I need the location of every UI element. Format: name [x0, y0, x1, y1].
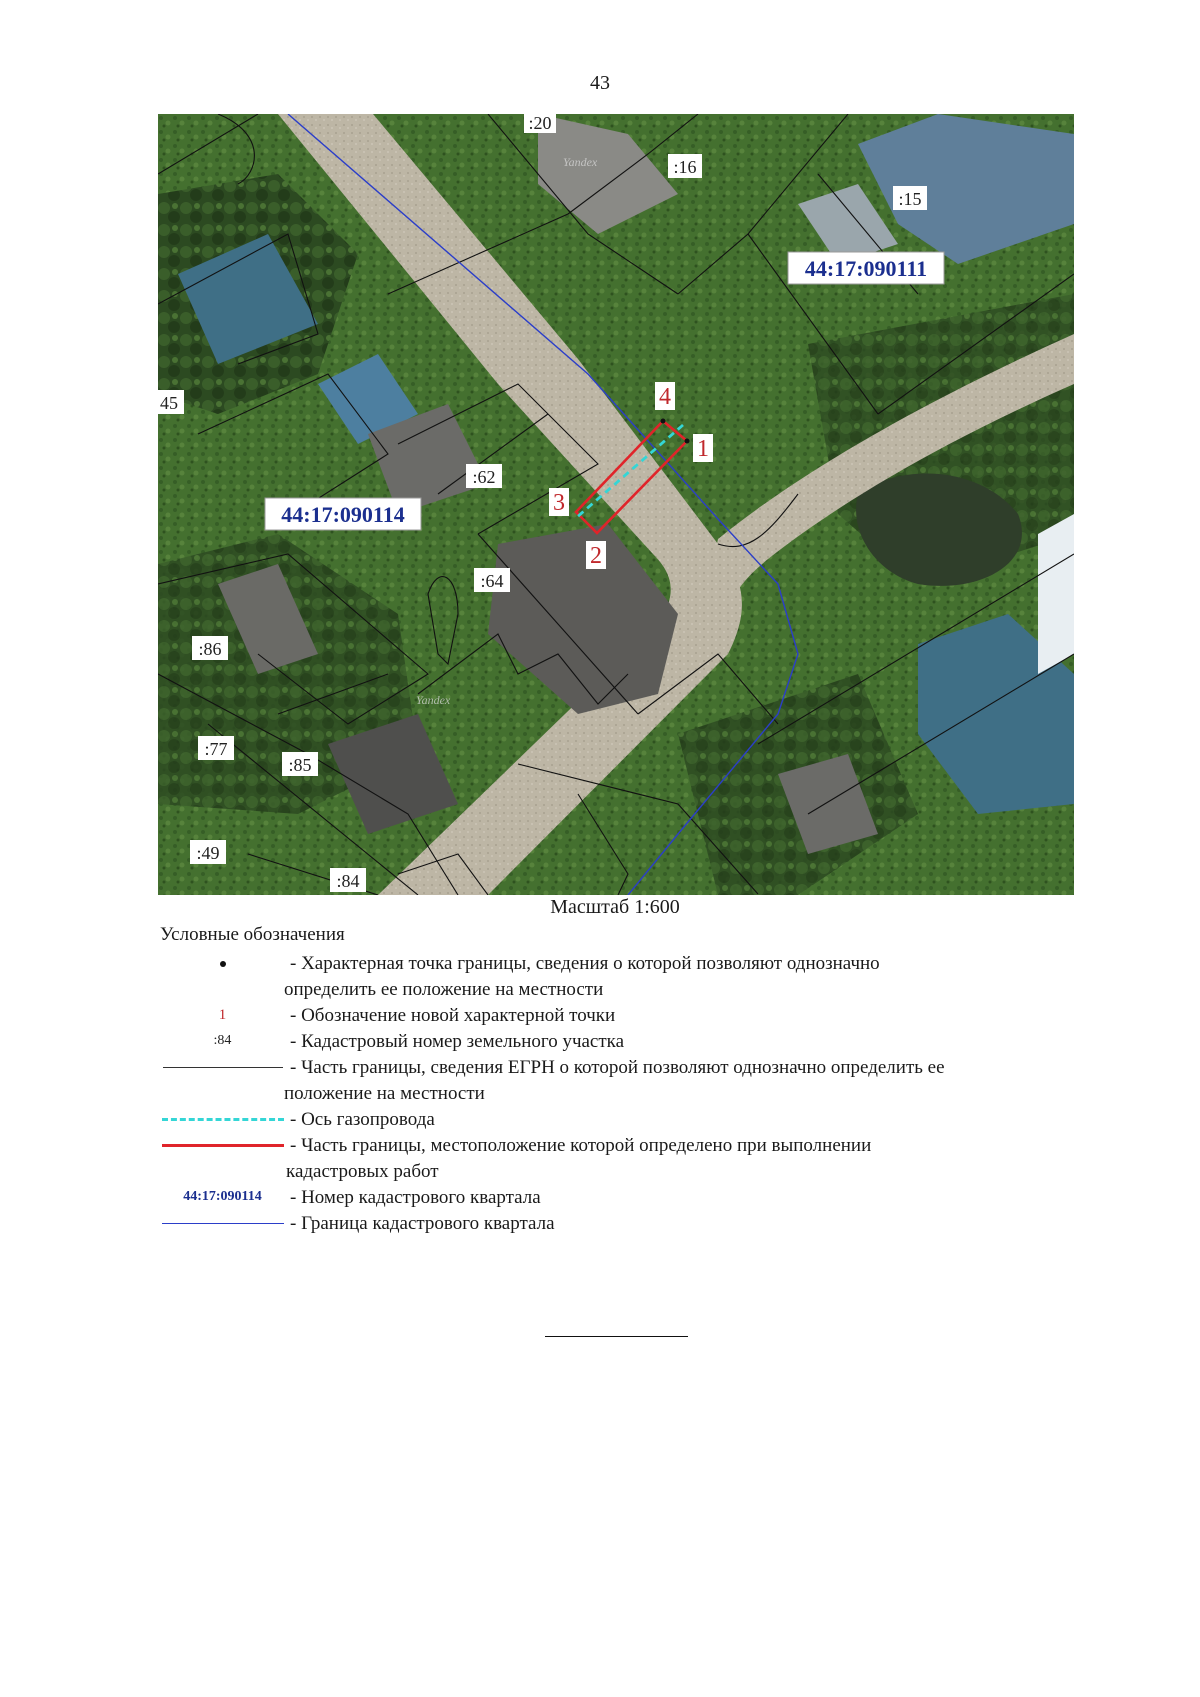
cadastral-map[interactable]: [158, 114, 1074, 895]
parcel-label-text: 45: [160, 393, 178, 413]
parcel-label: [668, 154, 702, 178]
quarter-label-090114: [265, 498, 421, 530]
dashed-line-symbol: [160, 1107, 285, 1131]
parcel-label-text: :84: [336, 871, 360, 891]
parcel-label-text: :86: [198, 639, 222, 659]
legend-text: - Часть границы, местоположение которой определено при выполнении: [290, 1135, 872, 1156]
legend-text: - Кадастровый номер земельного участка: [290, 1031, 625, 1052]
legend-text: - Ось газопровода: [290, 1109, 435, 1130]
point-label-2: [586, 541, 606, 569]
parcel-label: [192, 636, 228, 660]
parcel-number-symbol: :84: [213, 1033, 232, 1048]
parcel-label: [330, 868, 366, 892]
boundary-point-icon: [160, 952, 285, 976]
legend-text-continued: кадастровых работ: [286, 1161, 439, 1182]
legend-text: - Характерная точка границы, сведения о которой позволяют однозначно: [290, 953, 880, 974]
parcel-label: [893, 186, 927, 210]
parcel-label: [282, 752, 318, 776]
parcel-label-text: :20: [528, 114, 552, 133]
legend-text-continued: определить ее положение на местности: [284, 979, 604, 1000]
footer-divider: [545, 1336, 688, 1337]
legend-text: - Обозначение новой характерной точки: [290, 1005, 616, 1026]
page-number: 43: [590, 72, 610, 94]
quarter-label-090114-text: 44:17:090114: [281, 502, 405, 527]
yandex-watermark: Yandex: [563, 155, 598, 169]
red-line-symbol: [160, 1133, 285, 1157]
yandex-watermark: Yandex: [416, 693, 451, 707]
building-roof: [1038, 514, 1074, 674]
parcel-label: [474, 568, 510, 592]
point-label-3: [549, 488, 569, 516]
legend-text: - Номер кадастрового квартала: [290, 1187, 541, 1208]
new-point-symbol: 1: [218, 1006, 227, 1023]
boundary-vertex: [685, 439, 690, 444]
legend-title: Условные обозначения: [160, 924, 345, 945]
parcel-label-text: :15: [898, 189, 922, 209]
quarter-label-090111-text: 44:17:090111: [804, 256, 928, 281]
parcel-label: [190, 840, 226, 864]
map-scale: Масштаб 1:600: [550, 896, 680, 918]
point-label-2-text: 2: [590, 543, 602, 569]
legend-text: - Граница кадастрового квартала: [290, 1213, 555, 1234]
legend-text: - Часть границы, сведения ЕГРН о которой позволяют однозначно определить ее: [290, 1057, 945, 1078]
parcel-label: [158, 390, 184, 414]
parcel-label: [524, 114, 556, 133]
point-label-1-text: 1: [697, 436, 709, 462]
parcel-label-text: :85: [288, 755, 312, 775]
point-label-1: [693, 434, 713, 462]
parcel-label-text: :64: [480, 571, 504, 591]
thin-line-symbol: [160, 1055, 285, 1079]
point-label-4-text: 4: [659, 384, 671, 410]
legend-text-continued: положение на местности: [284, 1083, 485, 1104]
boundary-vertex: [661, 419, 666, 424]
point-label-4: [655, 382, 675, 410]
parcel-label-text: :16: [673, 157, 697, 177]
parcel-label-text: :49: [196, 843, 220, 863]
point-label-3-text: 3: [553, 490, 565, 516]
quarter-label-090111: [788, 252, 944, 284]
parcel-label: [198, 736, 234, 760]
parcel-label-text: :62: [472, 467, 496, 487]
parcel-label: [466, 464, 502, 488]
quarter-number-symbol: 44:17:090114: [183, 1189, 262, 1204]
parcel-label-text: :77: [204, 739, 228, 759]
blue-line-symbol: [160, 1211, 285, 1235]
